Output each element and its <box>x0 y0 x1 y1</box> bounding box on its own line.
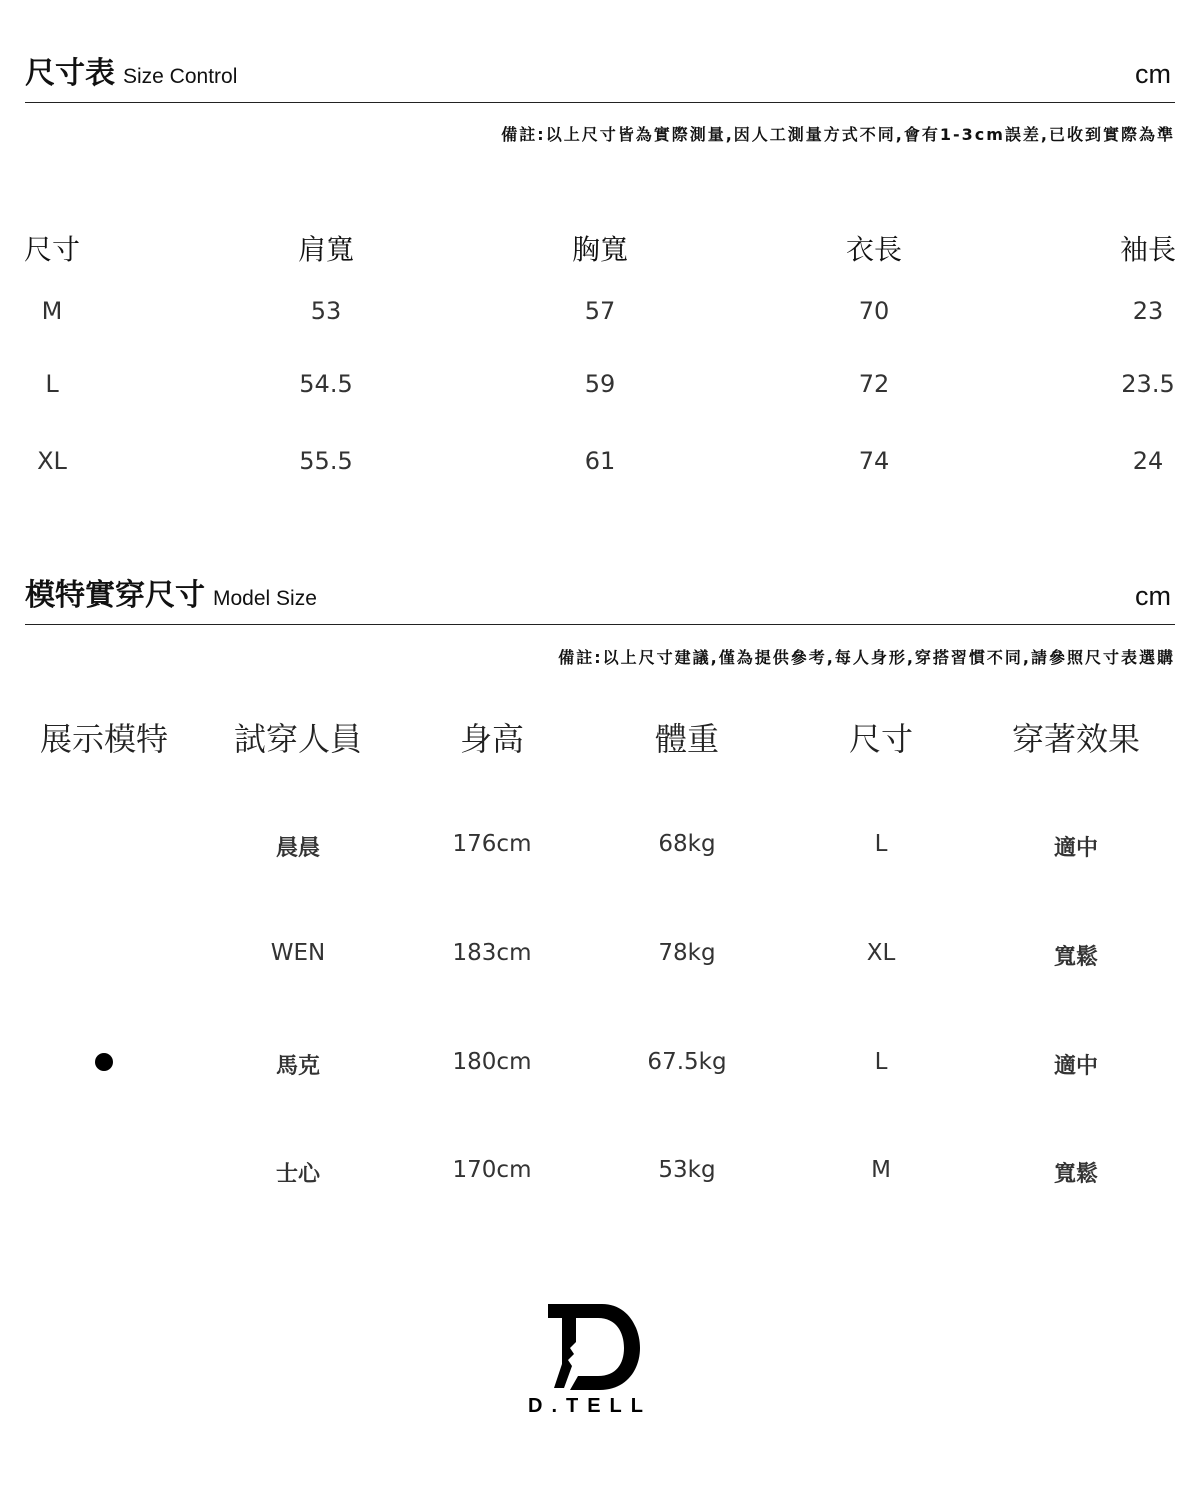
size-row-m-size: M <box>41 297 63 325</box>
model-row-4-name: 士心 <box>275 1162 321 1187</box>
size-row-l-length: 72 <box>858 370 890 398</box>
model-row-1-name: 晨晨 <box>275 836 321 861</box>
model-row-1-height: 176cm <box>452 831 532 857</box>
model-row-1-weight: 68kg <box>658 831 716 857</box>
model-header-size: 尺寸 <box>848 720 914 758</box>
model-header-weight: 體重 <box>654 720 720 758</box>
model-row-3-fit: 適中 <box>1053 1054 1099 1079</box>
model-row-3-weight: 67.5kg <box>647 1049 727 1075</box>
size-row-m-chest: 57 <box>584 297 616 325</box>
model-header-fit: 穿著效果 <box>1011 720 1141 758</box>
model-row-2-size: XL <box>866 940 896 966</box>
size-header-shoulder: 肩寬 <box>297 233 355 266</box>
size-table-subtitle: Size Control <box>123 65 238 88</box>
model-row-4-weight: 53kg <box>658 1157 716 1183</box>
size-row-m-sleeve: 23 <box>1132 297 1164 325</box>
size-header-chest: 胸寬 <box>571 233 629 266</box>
model-table-header <box>25 562 1175 625</box>
size-header-length: 衣長 <box>845 233 903 266</box>
model-table-unit: cm <box>1135 581 1171 611</box>
model-row-1-size: L <box>874 831 888 857</box>
size-table-header <box>25 40 1175 103</box>
model-row-3-size: L <box>874 1049 888 1075</box>
size-header-size: 尺寸 <box>23 233 81 266</box>
size-table-title-zh: 尺寸表 <box>25 56 115 91</box>
model-row-4-height: 170cm <box>452 1157 532 1183</box>
model-row-4-fit: 寬鬆 <box>1053 1162 1099 1187</box>
size-table-note: 備註:以上尺寸皆為實際測量,因人工測量方式不同,會有1-3cm誤差,已收到實際為準 <box>501 125 1175 144</box>
size-row-l-sleeve: 23.5 <box>1121 370 1175 398</box>
model-table-subtitle: Model Size <box>213 587 317 610</box>
model-table-title-zh: 模特實穿尺寸 <box>25 578 205 613</box>
size-row-xl-sleeve: 24 <box>1132 447 1164 475</box>
size-row-m-shoulder: 53 <box>310 297 342 325</box>
model-row-2-weight: 78kg <box>658 940 716 966</box>
size-table-title <box>25 48 237 92</box>
brand-name: D.TELL <box>528 1395 652 1417</box>
model-row-4-size: M <box>871 1157 891 1183</box>
size-row-m-length: 70 <box>858 297 890 325</box>
size-table-unit: cm <box>1135 59 1171 89</box>
model-row-3-name: 馬克 <box>275 1054 321 1079</box>
model-header-tester: 試穿人員 <box>233 720 363 758</box>
model-table-note: 備註:以上尺寸建議,僅為提供參考,每人身形,穿搭習慣不同,請參照尺寸表選購 <box>558 648 1175 667</box>
model-header-height: 身高 <box>459 720 525 758</box>
model-row-2-fit: 寬鬆 <box>1053 945 1099 970</box>
size-row-xl-size: XL <box>37 447 67 475</box>
size-header-sleeve: 袖長 <box>1119 233 1177 266</box>
model-table-title <box>25 570 317 614</box>
model-row-1-fit: 適中 <box>1053 836 1099 861</box>
model-row-3-height: 180cm <box>452 1049 532 1075</box>
size-row-l-chest: 59 <box>584 370 616 398</box>
size-row-xl-shoulder: 55.5 <box>299 447 353 475</box>
display-model-dot-icon <box>95 1053 113 1071</box>
model-header-display: 展示模特 <box>39 720 169 758</box>
model-row-2-name: WEN <box>270 940 326 966</box>
size-row-xl-length: 74 <box>858 447 890 475</box>
size-row-xl-chest: 61 <box>584 447 616 475</box>
size-row-l-shoulder: 54.5 <box>299 370 353 398</box>
model-row-2-height: 183cm <box>452 940 532 966</box>
size-row-l-size: L <box>45 370 59 398</box>
